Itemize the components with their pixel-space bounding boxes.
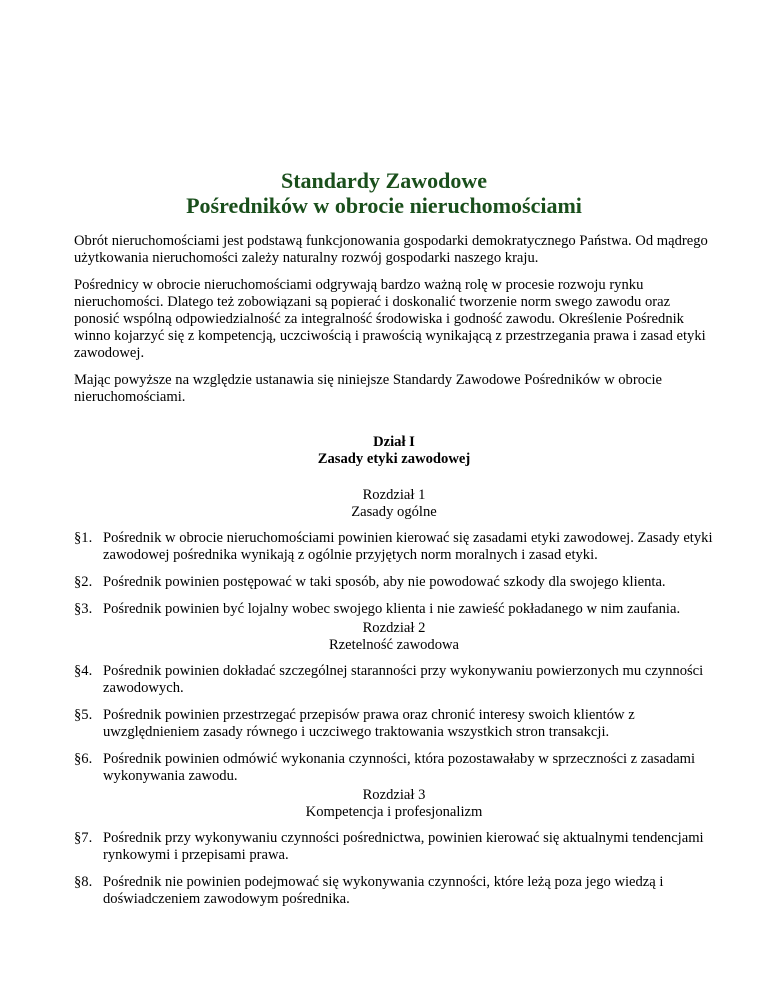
section-8-text: Pośrednik nie powinien podejmować się wykonywania czynności, które leżą poza jego wiedzą i doświadczeniem zawodowym pośrednika.: [103, 874, 664, 907]
dzial-heading: [74, 434, 714, 468]
section-6-number: §6.: [74, 751, 93, 767]
section-5: [74, 707, 714, 741]
section-1-number: §1.: [74, 530, 93, 546]
rozdzial-3-name: Kompetencja i profesjonalizm: [305, 804, 483, 820]
rozdzial-3-heading: [74, 787, 714, 821]
section-3-text: Pośrednik powinien być lojalny wobec swojego klienta i nie zawieść pokładanego w nim zaufania.: [103, 601, 681, 617]
rozdzial-2-label: Rozdział 2: [362, 620, 426, 636]
section-3-number: §3.: [74, 601, 93, 617]
section-4-text: Pośrednik powinien dokładać szczególnej staranności przy wykonywaniu powierzonych mu czynności zawodowych.: [103, 663, 704, 696]
section-2-text: Pośrednik powinien postępować w taki sposób, aby nie powodować szkody dla swojego klienta.: [103, 574, 666, 590]
document-title-line1: Standardy Zawodowe: [281, 168, 487, 193]
section-8-number: §8.: [74, 874, 93, 890]
rozdzial-2-name: Rzetelność zawodowa: [328, 637, 460, 653]
section-3: [74, 601, 714, 618]
rozdzial-1-name: Zasady ogólne: [351, 504, 437, 520]
section-2-number: §2.: [74, 574, 93, 590]
section-5-number: §5.: [74, 707, 93, 723]
section-4: [74, 663, 714, 697]
section-1: [74, 530, 714, 564]
section-1-text: Pośrednik w obrocie nieruchomościami powinien kierować się zasadami etyki zawodowej. Zasady etyki zawodowej pośrednika wynikają z ogólnie przyjętych norm moralnych i zasad etyki.: [103, 530, 713, 563]
intro-paragraph-1: Obrót nieruchomościami jest podstawą funkcjonowania gospodarki demokratycznego Państwa. Od mądrego użytkowania nieruchomości zależy naturalny rozwój gospodarki naszego kraju.: [74, 233, 708, 266]
section-6: [74, 751, 714, 785]
dzial-label: Dział I: [373, 434, 415, 450]
document-body: [74, 233, 714, 918]
intro-paragraph-2: Pośrednicy w obrocie nieruchomościami odgrywają bardzo ważną rolę w procesie rozwoju rynku nieruchomości. Dlatego też zobowiązani są popierać i doskonalić tworzenie norm swego zawodu oraz ponosić wspólną odpowiedzialność za integralność środowiska i godność zawodu. Określenie Pośrednik winno kojarzyć się z kompetencją, uczciwością i prawością wynikającą z przestrzegania prawa i zasad etyki zawodowej.: [74, 277, 706, 361]
document-title-line2: Pośredników w obrocie nieruchomościami: [186, 193, 582, 218]
section-7-text: Pośrednik przy wykonywaniu czynności pośrednictwa, powinien kierować się aktualnymi tendencjami rynkowymi i przepisami prawa.: [103, 830, 704, 863]
section-6-text: Pośrednik powinien odmówić wykonania czynności, która pozostawałaby w sprzeczności z zasadami wykonywania zawodu.: [103, 751, 696, 784]
section-7-number: §7.: [74, 830, 93, 846]
rozdzial-2-heading: [74, 620, 714, 654]
section-8: [74, 874, 714, 908]
section-2: [74, 574, 714, 591]
section-4-number: §4.: [74, 663, 93, 679]
rozdzial-1-heading: [74, 487, 714, 521]
section-5-text: Pośrednik powinien przestrzegać przepisów prawa oraz chronić interesy swoich klientów z uwzględnieniem zasady równego i uczciwego traktowania wszystkich stron transakcji.: [103, 707, 635, 740]
rozdzial-3-label: Rozdział 3: [362, 787, 426, 803]
intro-paragraph-3: Mając powyższe na względzie ustanawia się niniejsze Standardy Zawodowe Pośredników w obrocie nieruchomościami.: [74, 372, 663, 405]
section-7: [74, 830, 714, 864]
rozdzial-1-label: Rozdział 1: [362, 487, 426, 503]
dzial-name: Zasady etyki zawodowej: [317, 451, 471, 467]
